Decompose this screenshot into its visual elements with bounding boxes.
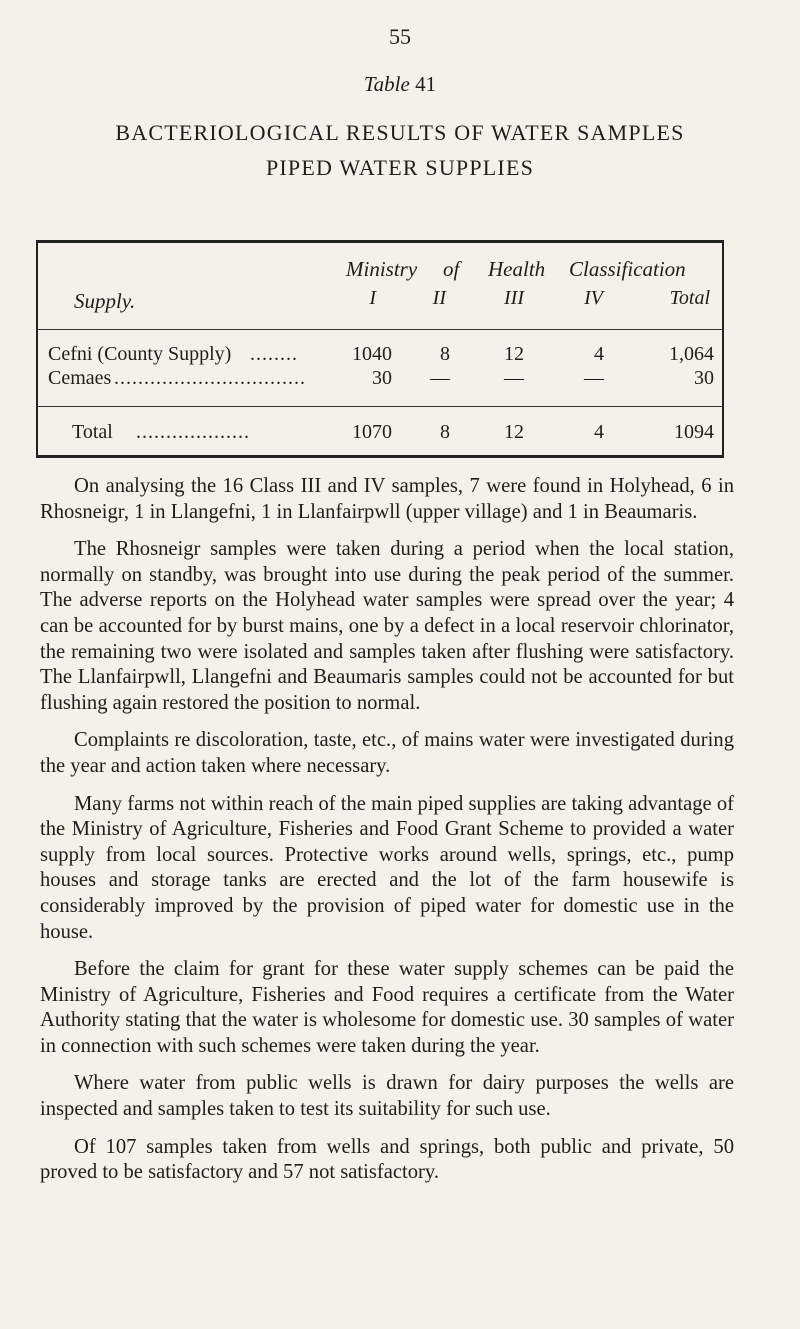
value-iv: — xyxy=(584,367,604,389)
paragraph: Complaints re discoloration, taste, etc., of mains water were investigated during the year and action taken where necessary. xyxy=(40,729,734,777)
table-title-line-1: BACTERIOLOGICAL RESULTS OF WATER SAMPLES xyxy=(115,120,685,145)
paragraph: On analysing the 16 Class III and IV samples, 7 were found in Holyhead, 6 in Rhosneigr, 1 in Llangefni, 1 in Llanfairpwll (upper village) and 1 in Beaumaris. xyxy=(40,475,734,523)
total-ii: 8 xyxy=(440,421,450,443)
table-label-number: 41 xyxy=(415,72,437,96)
group-header xyxy=(38,257,722,281)
table-rule xyxy=(38,406,722,407)
value-ii: — xyxy=(430,367,450,389)
total-label: Total xyxy=(72,421,113,443)
table-row xyxy=(38,367,722,391)
paragraph: Many farms not within reach of the main piped supplies are taking advantage of the Ministry of Agriculture, Fisheries and Food Grant Scheme to provided a water supply from local sources. Protective works around wells, springs, etc., pump houses and storage tanks are erected and the lot of the farm housewife is considerably improved by the provision of piped water for domestic use in the house. xyxy=(40,792,734,943)
value-iii: — xyxy=(504,367,524,389)
supply-column-header: Supply. xyxy=(74,289,136,313)
column-header-iv: IV xyxy=(584,287,603,309)
table-total-row xyxy=(38,421,722,445)
table-title-line-2: PIPED WATER SUPPLIES xyxy=(265,155,535,180)
table-label xyxy=(0,72,800,97)
table-label-prefix: Table xyxy=(363,72,410,96)
results-table xyxy=(36,240,724,458)
table-rule xyxy=(38,329,722,330)
value-i: 30 xyxy=(372,367,392,389)
value-ii: 8 xyxy=(440,343,450,365)
table-row xyxy=(38,343,722,367)
leader-dots: ................................ xyxy=(114,367,306,389)
total-i: 1070 xyxy=(352,421,392,443)
column-header-i: I xyxy=(369,287,376,309)
group-header-word: Ministry xyxy=(346,257,418,281)
supply-name: Cemaes xyxy=(48,367,112,389)
paragraph: Of 107 samples taken from wells and springs, both public and private, 50 proved to be satisfactory and 57 not satisfactory. xyxy=(40,1135,734,1184)
total-total: 1094 xyxy=(674,421,714,443)
group-header-word: Classification xyxy=(569,257,686,281)
paragraph: The Rhosneigr samples were taken during a period when the local station, normally on standby, was brought into use during the peak period of the summer. The adverse reports on the Holyhead water samples were spread over the year; 4 can be accounted for by burst mains, one by a defect in a local reservoir chlorinator, the remaining two were isolated and samples taken after flushing were satisfactory. The Llanfairpwll, Llangefni and Beaumaris samples could not be accounted for but flushing again restored the position to normal. xyxy=(40,538,734,714)
column-header-ii: II xyxy=(432,287,446,309)
total-iv: 4 xyxy=(594,421,604,443)
value-i: 1040 xyxy=(352,343,392,365)
leader-dots: ................... xyxy=(136,421,250,443)
total-iii: 12 xyxy=(504,421,524,443)
supply-name: Cefni (County Supply) xyxy=(48,343,232,365)
value-iv: 4 xyxy=(594,343,604,365)
value-iii: 12 xyxy=(504,343,524,365)
column-header-total: Total xyxy=(669,287,710,309)
group-header-word: Health xyxy=(488,257,546,281)
column-header-iii: III xyxy=(504,287,524,309)
paragraph: Before the claim for grant for these water supply schemes can be paid the Ministry of Agriculture, Fisheries and Food requires a certificate from the Water Authority stating that the water is wholesome for domestic use. 30 samples of water in connection with such schemes were taken during the year. xyxy=(40,958,734,1057)
page-number: 55 xyxy=(389,24,411,49)
body-text xyxy=(40,474,734,1198)
leader-dots: ........ xyxy=(250,343,298,365)
paragraph: Where water from public wells is drawn for dairy purposes the wells are inspected and samples taken to test its suitability for such use. xyxy=(40,1072,734,1121)
group-header-word: of xyxy=(443,257,460,281)
value-total: 1,064 xyxy=(669,343,714,365)
value-total: 30 xyxy=(694,367,714,389)
